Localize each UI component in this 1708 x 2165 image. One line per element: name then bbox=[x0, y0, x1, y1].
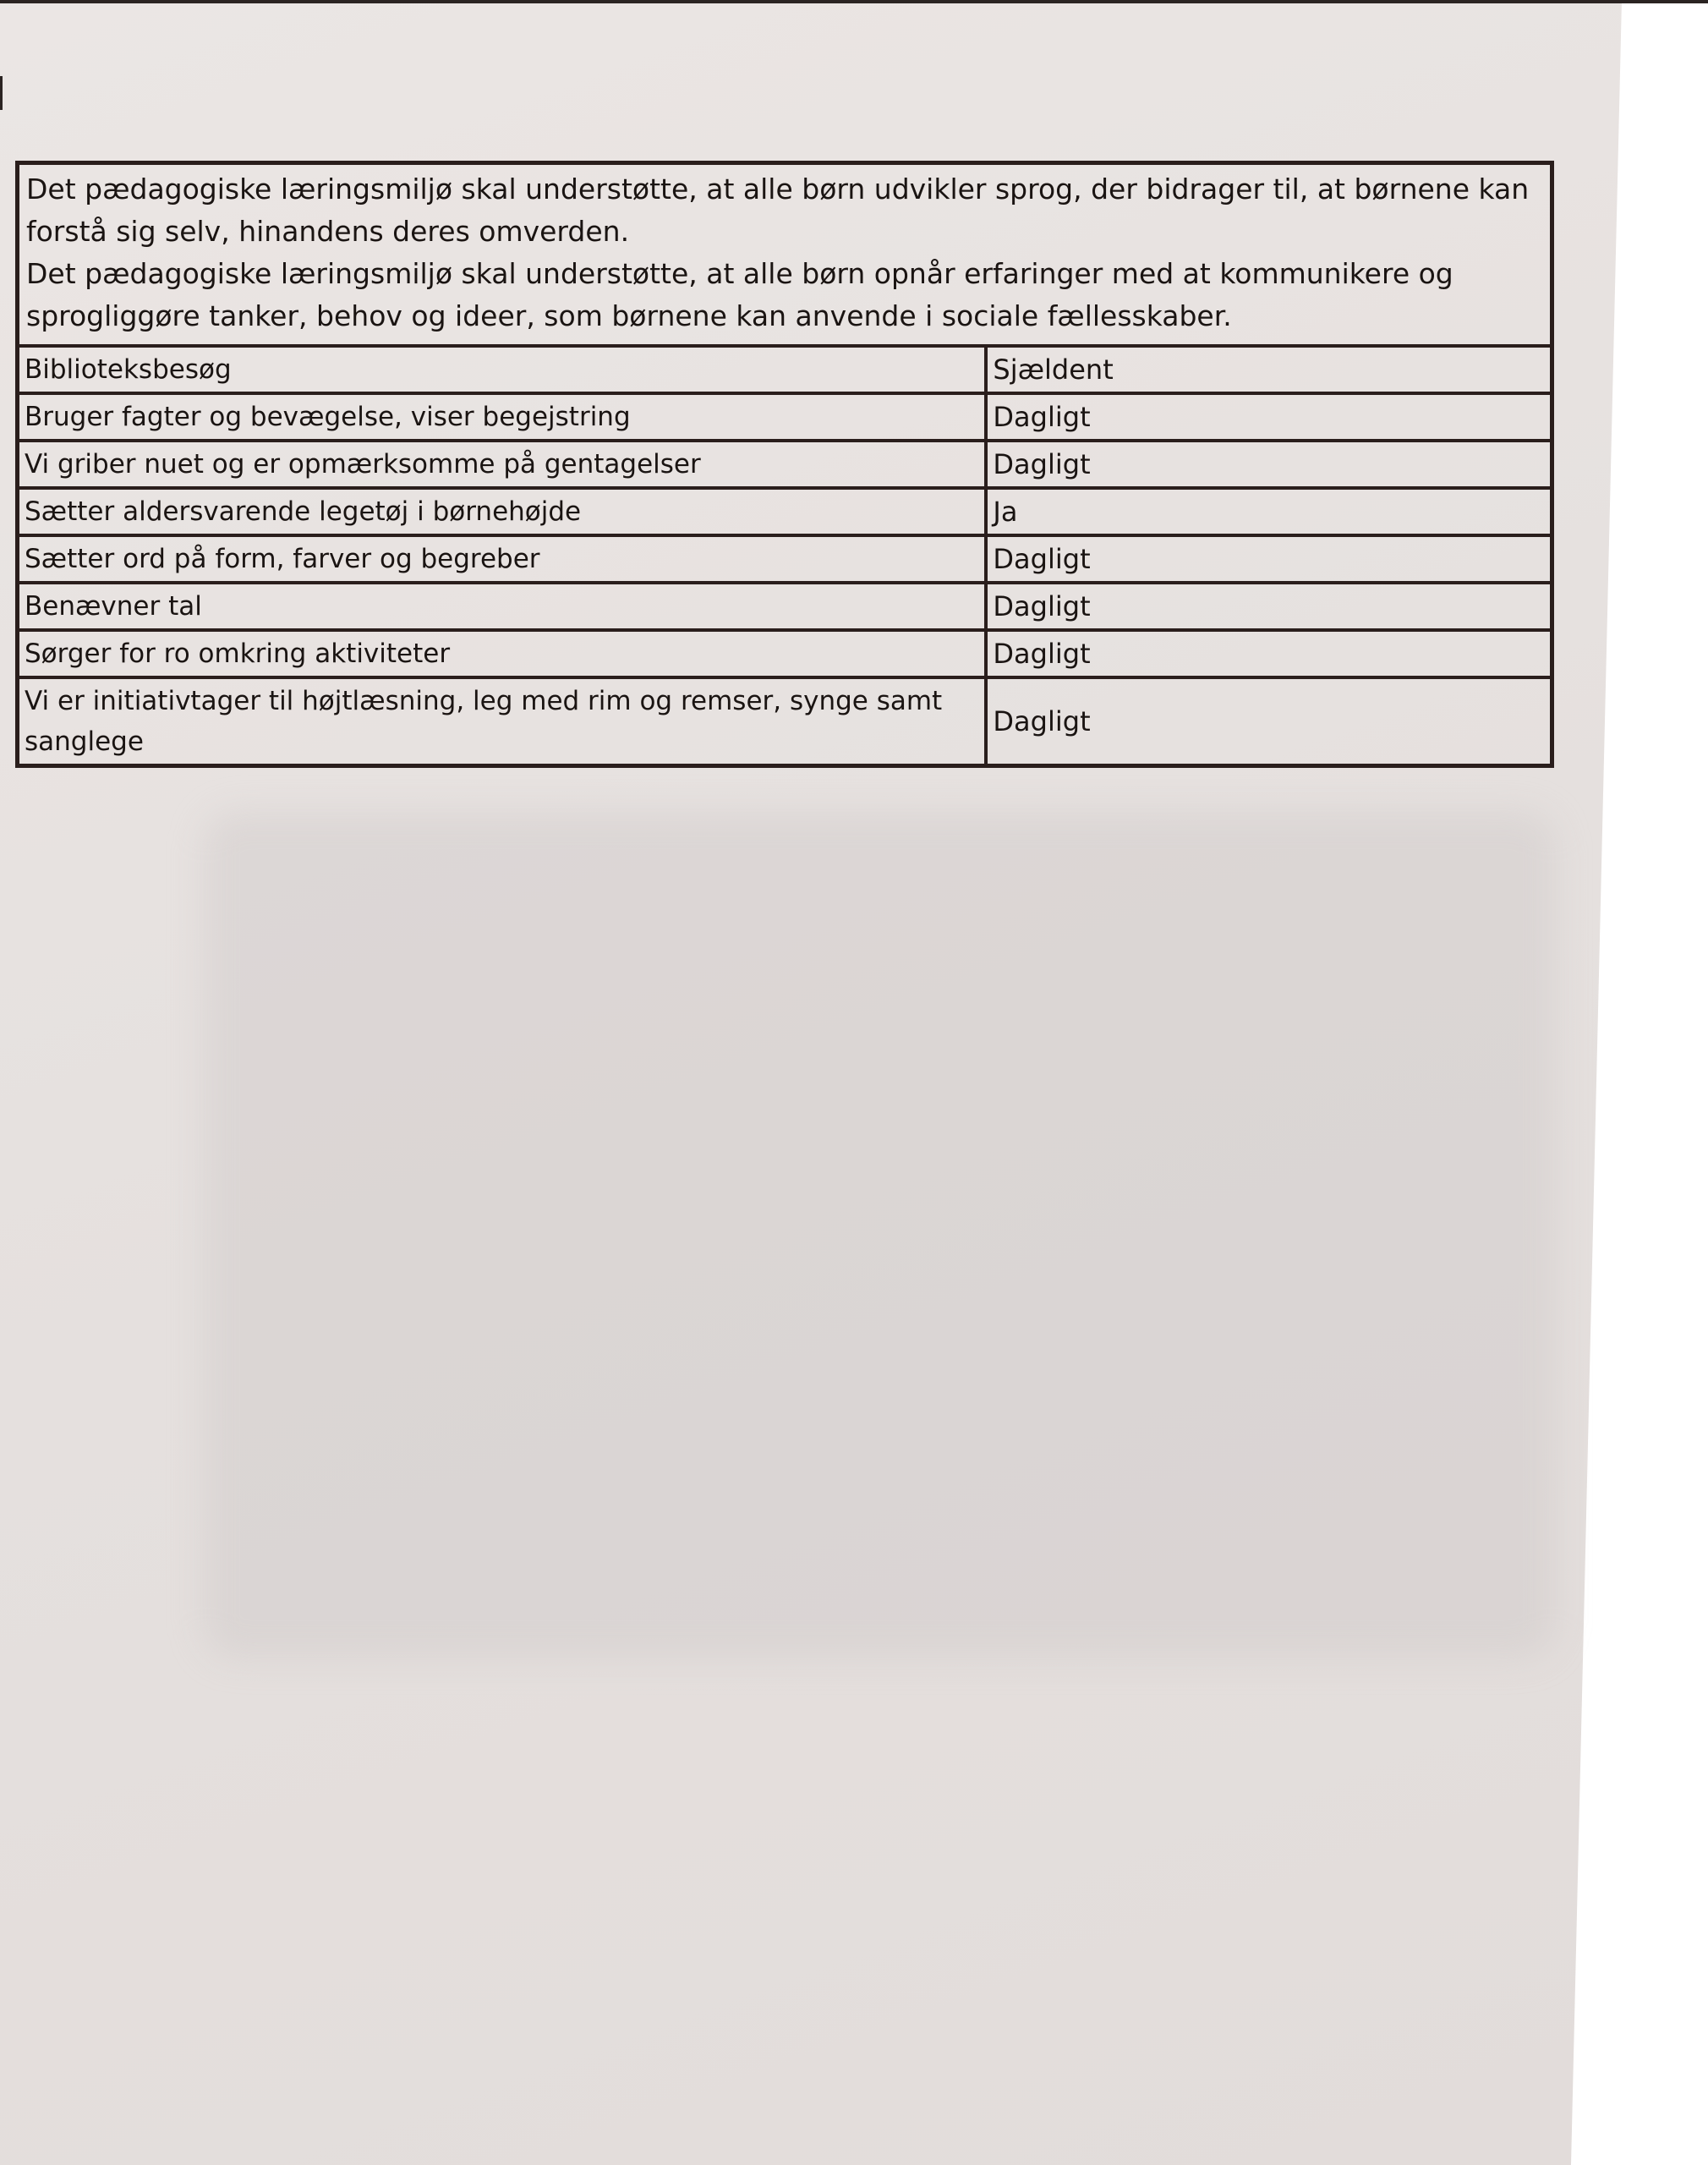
activity-cell: Biblioteksbesøg bbox=[18, 346, 987, 393]
table-row bbox=[18, 630, 1552, 677]
activity-cell: Sætter aldersvarende legetøj i børnehøjde bbox=[18, 488, 987, 535]
activity-cell: Vi er initiativtager til højtlæsning, leg med rim og remser, synge samt sanglege bbox=[18, 677, 987, 766]
paper-shadow bbox=[203, 812, 1556, 1658]
frequency-cell: Ja bbox=[986, 488, 1552, 535]
header-cell bbox=[18, 163, 1552, 347]
frequency-cell: Sjældent bbox=[986, 346, 1552, 393]
table-row bbox=[18, 535, 1552, 583]
frequency-cell: Dagligt bbox=[986, 441, 1552, 488]
frequency-cell: Dagligt bbox=[986, 677, 1552, 766]
top-edge bbox=[0, 0, 1708, 3]
frequency-cell: Dagligt bbox=[986, 535, 1552, 583]
table-row bbox=[18, 677, 1552, 766]
frequency-cell: Dagligt bbox=[986, 583, 1552, 630]
table-row bbox=[18, 346, 1552, 393]
learning-environment-table bbox=[15, 161, 1554, 768]
header-paragraph-2: Det pædagogiske læringsmiljø skal understøtte, at alle børn opnår erfaringer med at kommunikere og sprogliggøre tanker, behov og ideer, som børnene kan anvende i sociale fællesskaber. bbox=[26, 257, 1453, 332]
header-paragraph-1: Det pædagogiske læringsmiljø skal understøtte, at alle børn udvikler sprog, der bidrager til, at børnene kan forstå sig selv, hinandens deres omverden. bbox=[26, 173, 1530, 248]
activity-cell: Bruger fagter og bevægelse, viser begejstring bbox=[18, 393, 987, 441]
activity-cell: Vi griber nuet og er opmærksomme på gentagelser bbox=[18, 441, 987, 488]
table-row bbox=[18, 583, 1552, 630]
activity-cell: Sørger for ro omkring aktiviteter bbox=[18, 630, 987, 677]
table-row bbox=[18, 441, 1552, 488]
left-edge-mark bbox=[0, 76, 3, 110]
table-row bbox=[18, 393, 1552, 441]
frequency-cell: Dagligt bbox=[986, 393, 1552, 441]
frequency-cell: Dagligt bbox=[986, 630, 1552, 677]
header-row bbox=[18, 163, 1552, 347]
activity-cell: Benævner tal bbox=[18, 583, 987, 630]
table-row bbox=[18, 488, 1552, 535]
activity-cell: Sætter ord på form, farver og begreber bbox=[18, 535, 987, 583]
